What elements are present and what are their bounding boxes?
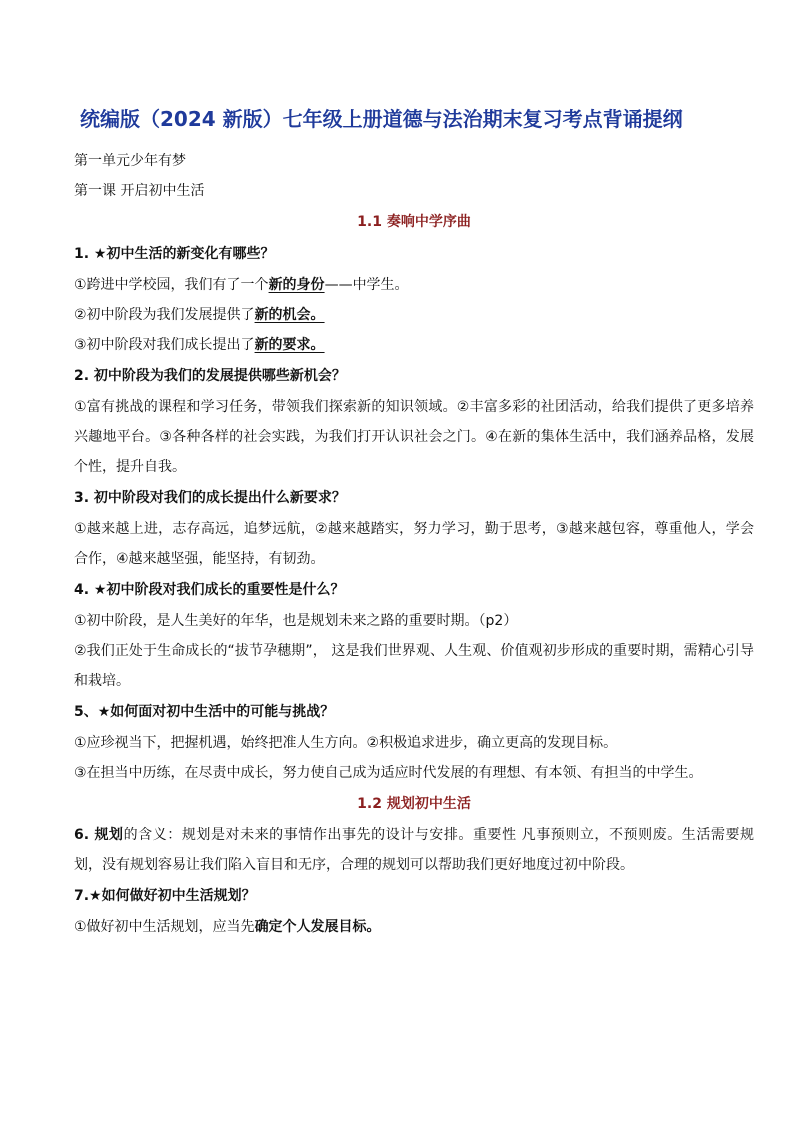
key-term: 新的身份 bbox=[268, 277, 325, 293]
question-2-answer: ①富有挑战的课程和学习任务，带领我们探索新的知识领域。②丰富多彩的社团活动，给我们提供了更多培养兴趣地平台。③各种各样的社会实践，为我们打开认识社会之门。④在新的集体生活中，我们涵养品格，发展个性，提升自我。 bbox=[74, 399, 754, 475]
question-4-answer-1: ①初中阶段，是人生美好的年华，也是规划未来之路的重要时期。（p2） bbox=[74, 613, 518, 629]
section-heading-1-2: 1.2 规划初中生活 bbox=[357, 796, 471, 812]
question-1-title: 1. ★初中生活的新变化有哪些？ bbox=[74, 246, 275, 262]
question-4-title: 4. ★初中阶段对我们成长的重要性是什么？ bbox=[74, 582, 345, 598]
question-6-label: 6. 规划 bbox=[74, 827, 124, 843]
key-term: 新的要求。 bbox=[254, 337, 325, 353]
question-6-text: 的含义：规划是对未来的事情作出事先的设计与安排。重要性 凡事预则立，不预则废。生活需要规划，没有规划容易让我们陷入盲目和无序，合理的规划可以帮助我们更好地度过初中阶段。 bbox=[74, 827, 754, 873]
answer-text: ①做好初中生活规划，应当先 bbox=[74, 919, 255, 935]
question-5-title: 5、★如何面对初中生活中的可能与挑战？ bbox=[74, 704, 335, 720]
question-4-answer-2: ②我们正处于生命成长的“拔节孕穗期”， 这是我们世界观、人生观、价值观初步形成的重要时期，需精心引导和栽培。 bbox=[74, 643, 754, 689]
question-5-answer-2: ③在担当中历练，在尽责中成长，努力使自己成为适应时代发展的有理想、有本领、有担当的中学生。 bbox=[74, 765, 703, 781]
question-7-answer-1 bbox=[74, 912, 754, 942]
answer-text: ①跨进中学校园，我们有了一个 bbox=[74, 277, 269, 293]
answer-text: ③初中阶段对我们成长提出了 bbox=[74, 337, 255, 353]
question-3-title: 3. 初中阶段对我们的成长提出什么新要求？ bbox=[74, 490, 346, 506]
key-term: 新的机会。 bbox=[254, 307, 325, 323]
key-term: 确定个人发展目标。 bbox=[254, 919, 381, 935]
question-6-paragraph bbox=[74, 820, 754, 880]
question-7-title: 7.★如何做好初中生活规划？ bbox=[74, 888, 256, 904]
question-1-answer-1 bbox=[74, 270, 754, 300]
answer-text: ②初中阶段为我们发展提供了 bbox=[74, 307, 255, 323]
question-1-answer-3 bbox=[74, 330, 754, 360]
lesson-heading: 第一课 开启初中生活 bbox=[74, 183, 205, 199]
unit-heading: 第一单元少年有梦 bbox=[74, 153, 186, 169]
answer-text: ——中学生。 bbox=[324, 277, 409, 293]
question-3-answer: ①越来越上进，志存高远，追梦远航，②越来越踏实，努力学习，勤于思考，③越来越包容，尊重他人，学会合作，④越来越坚强，能坚持，有韧劲。 bbox=[74, 521, 754, 567]
question-1-answer-2 bbox=[74, 300, 754, 330]
question-5-answer-1: ①应珍视当下，把握机遇，始终把准人生方向。②积极追求进步，确立更高的发现目标。 bbox=[74, 735, 618, 751]
question-2-title: 2. 初中阶段为我们的发展提供哪些新机会？ bbox=[74, 368, 346, 384]
document-title: 统编版（2024 新版）七年级上册道德与法治期末复习考点背诵提纲 bbox=[80, 107, 683, 131]
section-heading-1-1: 1.1 奏响中学序曲 bbox=[357, 214, 471, 230]
